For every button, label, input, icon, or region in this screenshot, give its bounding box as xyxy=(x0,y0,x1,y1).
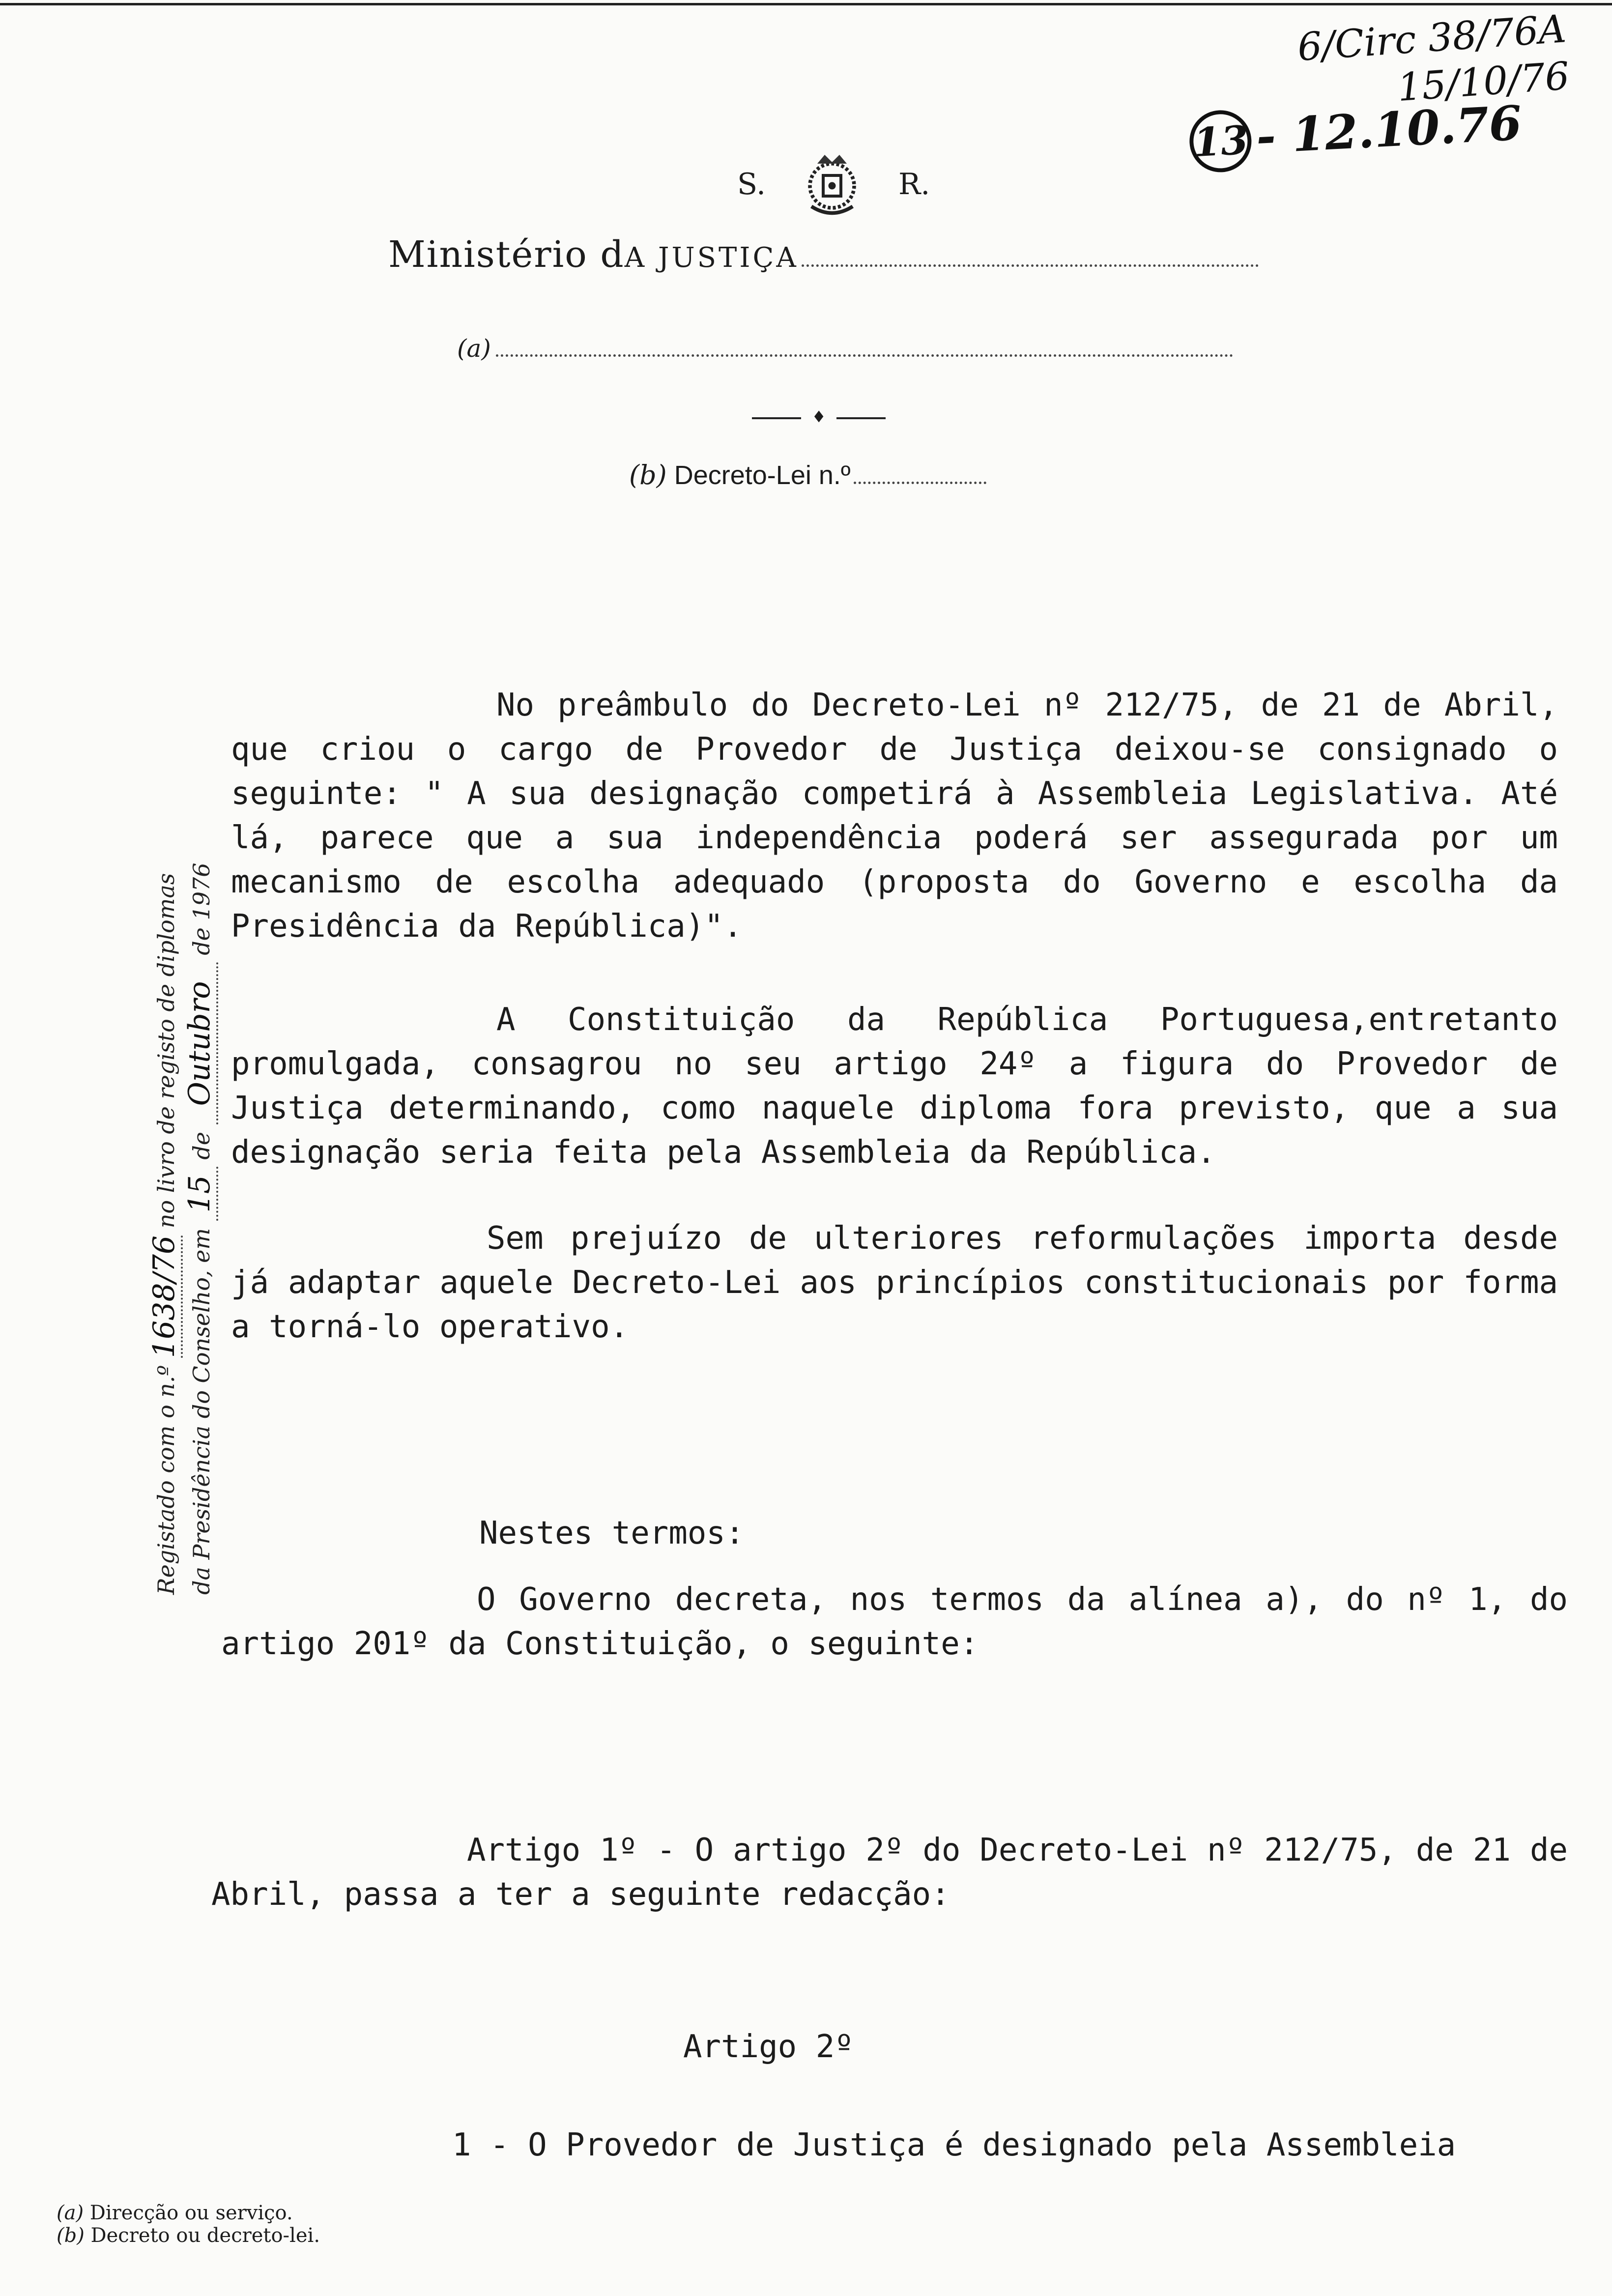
registration-line-1: Registado com o n.º 1638/76 no livro de registo de diplomas xyxy=(147,671,183,1595)
top-border-rule xyxy=(0,3,1612,5)
decree-type: Decreto-Lei n.º xyxy=(674,460,851,490)
registration-day: 15 xyxy=(183,1167,218,1221)
service-dotted-line xyxy=(496,354,1233,357)
footnote-b: (b) Decreto ou decreto-lei. xyxy=(57,2224,320,2247)
service-label: (a) xyxy=(457,334,491,363)
paragraph-preamble: No preâmbulo do Decreto-Lei nº 212/75, de 21 de Abril, que criou o cargo de Provedor de Justiça deixou-se consignado o seguinte: " A sua designação competirá à Assembleia Legislativa. Até lá, parece que a sua independência poderá ser assegurada por um mecanismo de escolha adequado (proposta do Governo e escolha da Presidência da República)". xyxy=(231,687,1558,945)
paragraph-adaptation: Sem prejuízo de ulteriores reformulações importa desde já adaptar aquele Decreto-Lei aos princípios constitucionais por forma a torná-lo operativo. xyxy=(231,1220,1558,1345)
circled-number: 13 xyxy=(1188,109,1253,173)
paragraph-nestes-termos: Nestes termos: xyxy=(479,1515,745,1551)
handwritten-date-note xyxy=(1188,94,1524,173)
ministry-line xyxy=(388,233,1259,276)
article-2-heading: Artigo 2º xyxy=(683,2029,854,2065)
service-line xyxy=(457,334,1233,363)
registration-month: Outubro xyxy=(183,962,218,1124)
reference-circular: 6/Circ 38/76A xyxy=(1295,7,1568,70)
ministry-name: A JUSTIÇA xyxy=(624,242,799,274)
letterhead xyxy=(737,147,930,221)
ministry-dotted-line xyxy=(802,264,1259,267)
paragraph-artigo-1: Artigo 1º - O artigo 2º do Decreto-Lei nº 212/75, de 21 de Abril, passa a ter a seguinte redacção: xyxy=(211,1832,1568,1913)
ministry-label: Ministério d xyxy=(388,233,625,276)
registration-stamp xyxy=(147,671,218,1595)
decree-dotted-line xyxy=(854,482,986,484)
footnotes xyxy=(57,2202,320,2247)
coat-of-arms-icon xyxy=(795,147,869,221)
paragraph-article-2-item-1: 1 - O Provedor de Justiça é designado pela Assembleia xyxy=(452,2127,1456,2163)
letterhead-s: S. xyxy=(737,167,766,201)
registration-number: 1638/76 xyxy=(147,1235,183,1358)
paragraph-constitution: A Constituição da República Portuguesa,entretanto promulgada, consagrou no seu artigo 24º a figura do Provedor de Justiça determinando, como naquele diploma fora previsto, que a sua designação seria feita pela Assembleia da República. xyxy=(231,1002,1558,1171)
letterhead-r: R. xyxy=(898,167,930,201)
footnote-a: (a) Direcção ou serviço. xyxy=(57,2202,293,2224)
paragraph-governo-decreta: O Governo decreta, nos termos da alínea a), do nº 1, do artigo 201º da Constituição, o seguinte: xyxy=(221,1581,1568,1662)
reference-date: 15/10/76 xyxy=(1396,54,1571,111)
decree-label: (b) xyxy=(629,459,667,490)
registration-line-2: da Presidência do Conselho, em 15 de Outubro de 1976 xyxy=(183,671,218,1595)
decree-line xyxy=(629,459,986,490)
separator-ornament: ♦ xyxy=(752,406,886,429)
date-note: - 12.10.76 xyxy=(1255,95,1524,165)
